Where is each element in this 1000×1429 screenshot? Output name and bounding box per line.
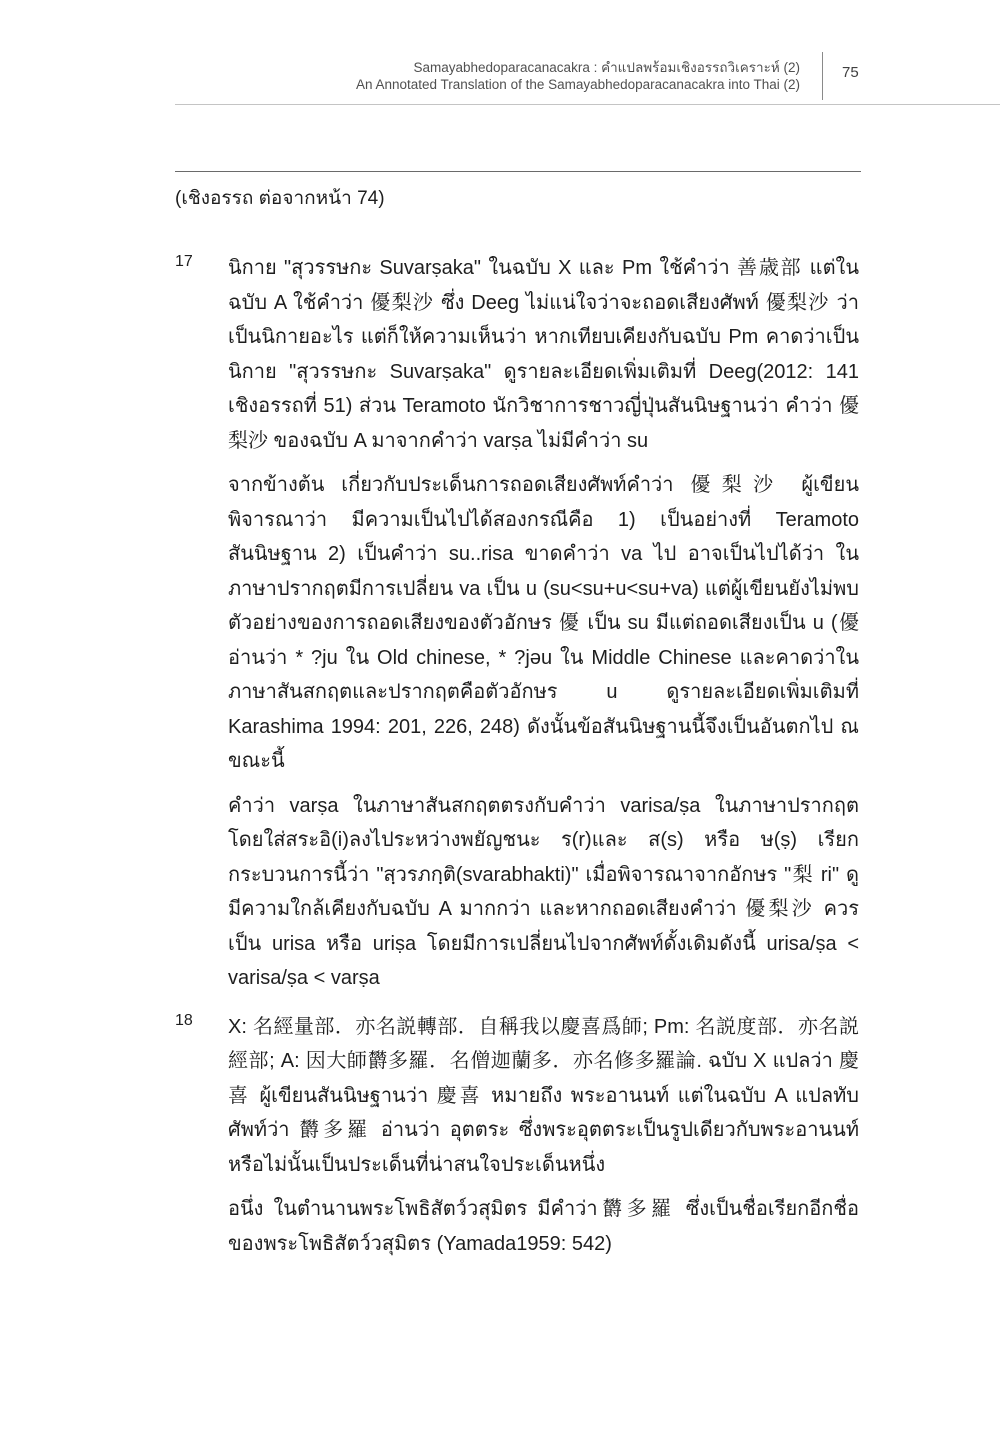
header-divider-vertical <box>822 52 823 100</box>
footnote-number: 18 <box>175 1011 193 1029</box>
footnote-continuation-note: (เชิงอรรถ ต่อจากหน้า 74) <box>175 188 385 209</box>
running-header-title-thai: Samayabhedoparacanacakra : คำแปลพร้อมเชิงอรรถวิเคราะห์ (2) <box>413 60 800 75</box>
footnote-paragraph: อนึ่ง ในตำนานพระโพธิสัตว์วสุมิตร มีคำว่า欝多羅 ซึ่งเป็นชื่อเรียกอีกชื่อของพระโพธิสัตว์วสุมิตร (Yamada1959: 542) <box>228 1198 859 1255</box>
header-rule <box>175 104 1000 105</box>
page-number: 75 <box>842 64 859 81</box>
running-header-title-english: An Annotated Translation of the Samayabhedoparacanacakra into Thai (2) <box>355 77 800 92</box>
footnote-separator-rule <box>175 171 861 172</box>
footnote-17 <box>175 251 861 996</box>
footnotes-section <box>175 251 861 1261</box>
footnote-number: 17 <box>175 253 193 270</box>
footnote-body <box>228 251 859 996</box>
running-header <box>240 59 800 93</box>
footnote-paragraph: จากข้างต้น เกี่ยวกับประเด็นการถอดเสียงศัพท์คำว่า 優梨沙 ผู้เขียนพิจารณาว่า มีความเป็นไปได้สองกรณีคือ 1) เป็นอย่างที่ Teramoto สันนิษฐาน 2) เป็นคำว่า su..risa ขาดคำว่า va ไป อาจเป็นไปได้ว่า ในภาษาปรากฤตมีการเปลี่ยน va เป็น u (su<su+u<su+va) แต่ผู้เขียนยังไม่พบตัวอย่างของการถอดเสียงของตัวอักษร 優 เป็น su มีแต่ถอดเสียงเป็น u (優 อ่านว่า * ?ju ใน Old chinese, * ?jəu ใน Middle Chinese และคาดว่าในภาษาสันสกฤตและปรากฤตคือตัวอักษร u ดูรายละเอียดเพิ่มเติมที่ Karashima 1994: 201, 226, 248) ดังนั้นข้อสันนิษฐานนี้จึงเป็นอันตกไป ณ ขณะนี้ <box>228 474 859 772</box>
footnote-paragraph: นิกาย "สุวรรษกะ Suvarṣaka" ในฉบับ X และ Pm ใช้คำว่า 善歳部 แต่ในฉบับ A ใช้คำว่า 優梨沙 ซึ่ง Deeg ไม่แน่ใจว่าจะถอดเสียงศัพท์ 優梨沙 ว่าเป็นนิกายอะไร แต่ก็ให้ความเห็นว่า หากเทียบเคียงกับฉบับ Pm คาดว่าเป็นนิกาย "สุวรรษกะ Suvarṣaka" ดูรายละเอียดเพิ่มเติมที่ Deeg(2012: 141 เชิงอรรถที่ 51) ส่วน Teramoto นักวิชาการชาวญี่ปุ่นสันนิษฐานว่า คำว่า 優梨沙 ของฉบับ A มาจากคำว่า varṣa ไม่มีคำว่า su <box>228 257 859 452</box>
footnote-paragraph: X: 名經量部．亦名説轉部．自稱我以慶喜爲師; Pm: 名説度部．亦名説經部; A: 因大師欝多羅．名僧迦蘭多．亦名修多羅論. ฉบับ X แปลว่า 慶喜 ผู้เขียนสันนิษฐานว่า 慶喜 หมายถึง พระอานนท์ แต่ในฉบับ A แปลทับศัพท์ว่า 欝多羅 อ่านว่า อุตตระ ซึ่งพระอุตตระเป็นรูปเดียวกับพระอานนท์หรือไม่นั้นเป็นประเด็นที่น่าสนใจประเด็นหนึ่ง <box>228 1015 859 1176</box>
footnote-18 <box>175 1010 861 1262</box>
footnote-paragraph: คำว่า varṣa ในภาษาสันสกฤตตรงกับคำว่า varisa/ṣa ในภาษาปรากฤต โดยใส่สระอิ(i)ลงไประหว่างพยัญชนะ ร(r)และ ส(s) หรือ ษ(ṣ) เรียกกระบวนการนี้ว่า "สฺวรภกฺติ(svarabhakti)" เมื่อพิจารณาจากอักษร "梨 ri" ดูมีความใกล้เคียงกับฉบับ A มากกว่า และหากถอดเสียงคำว่า 優梨沙 ควรเป็น urisa หรือ uriṣa โดยมีการเปลี่ยนไปจากศัพท์ดั้งเดิมดังนี้ urisa/ṣa < varisa/ṣa < varṣa <box>228 794 859 989</box>
footnote-body <box>228 1010 859 1262</box>
